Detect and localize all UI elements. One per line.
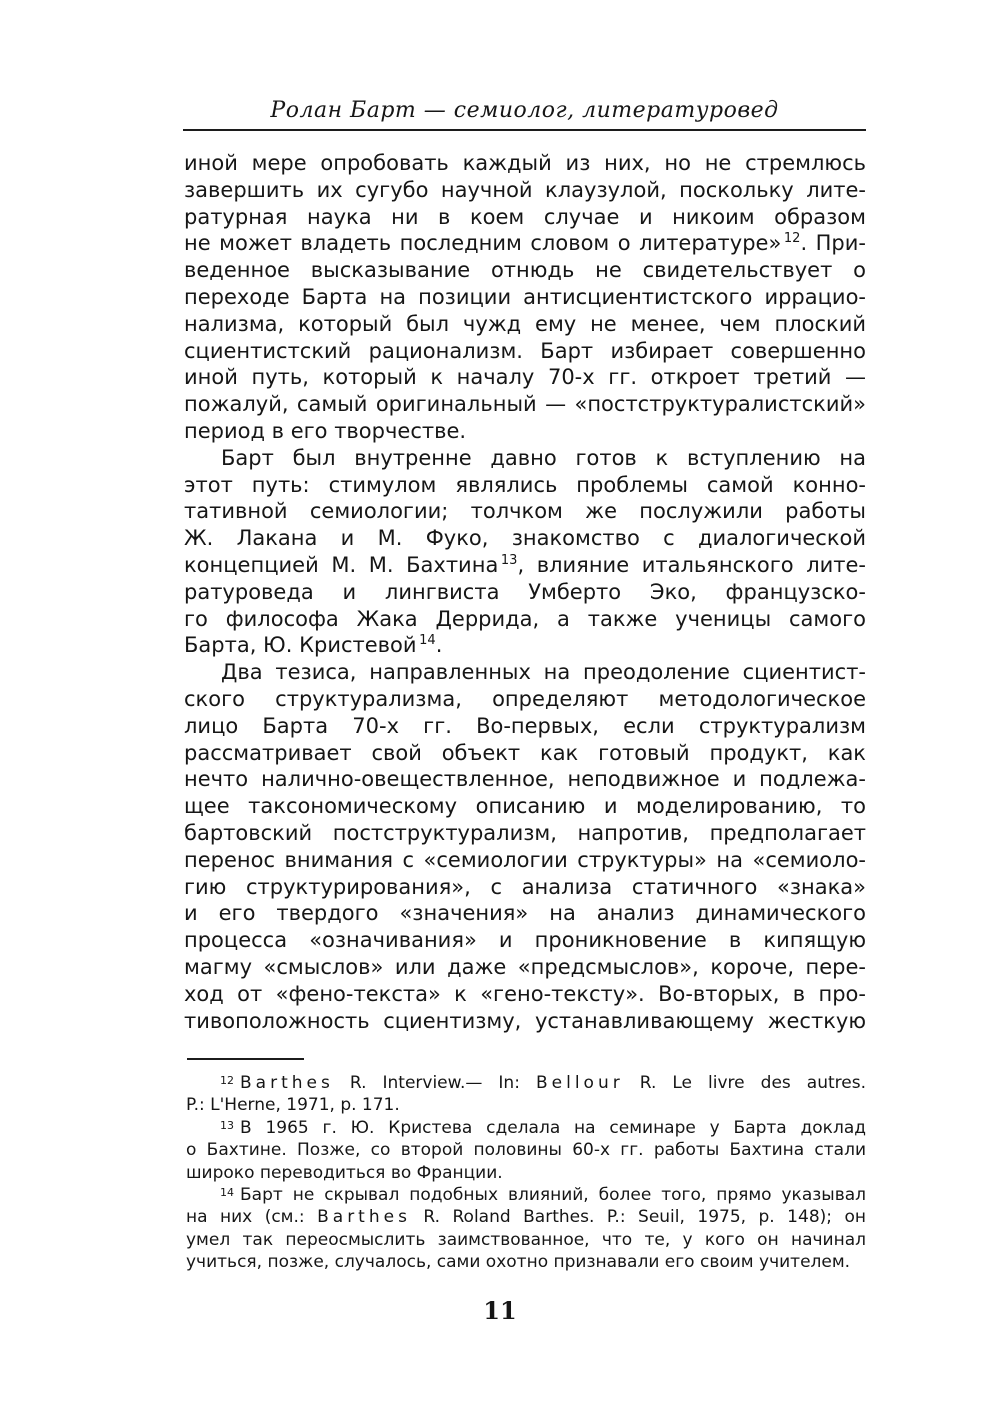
footnote-separator xyxy=(187,1058,304,1060)
text-line xyxy=(184,606,866,633)
text-line xyxy=(184,686,866,713)
text-line xyxy=(184,364,866,391)
footnote-line xyxy=(186,1094,866,1116)
text-line xyxy=(184,981,866,1008)
line-text: сциентистский рационализм. Барт избирает совершенно xyxy=(184,338,866,363)
line-text: магму «смыслов» или даже «предсмыслов», короче, пере- xyxy=(184,954,866,979)
footnote-line xyxy=(186,1229,866,1251)
text-line xyxy=(184,793,866,820)
text-line xyxy=(184,338,866,365)
text-line xyxy=(184,820,866,847)
footnote-text: учиться, позже, случалось, сами охотно признавали его своим учителем. xyxy=(186,1252,851,1273)
footnote-14 xyxy=(186,1184,866,1274)
text-line xyxy=(184,284,866,311)
line-text: переходе Барта на позиции антисциентистского иррацио- xyxy=(184,284,866,309)
footnote-line xyxy=(186,1139,866,1161)
footnote-text: R. Roland Barthes. P.: Seuil, 1975, p. 148); он xyxy=(410,1207,866,1228)
line-text: не может владеть последним словом о литературе» xyxy=(184,231,782,256)
line-text: Барт был внутренне давно готов к вступлению на xyxy=(221,445,866,470)
text-line xyxy=(184,874,866,901)
footnote-text: на них (см.: xyxy=(186,1207,318,1228)
footnote-line xyxy=(186,1206,866,1228)
text-line xyxy=(184,498,866,525)
footnote-text: R. Interview.— In: xyxy=(333,1073,536,1093)
line-text: процесса «означивания» и проникновение в кипящую xyxy=(184,928,866,953)
footnote-text: широко переводиться во Франции. xyxy=(186,1162,503,1183)
text-line xyxy=(184,391,866,418)
footnote-text: P.: L'Herne, 1971, p. 171. xyxy=(186,1095,400,1116)
line-text: ского структурализма, определяют методологическое xyxy=(184,686,866,711)
footnote-text: о Бахтине. Позже, со второй половины 60-х гг. работы Бахтина стали xyxy=(186,1140,866,1161)
text-line xyxy=(184,230,866,257)
line-text: этот путь: стимулом являлись проблемы самой конно- xyxy=(184,472,866,497)
line-text-tail: . xyxy=(435,633,443,658)
line-text: Ж. Лакана и М. Фуко, знакомство с диалогической xyxy=(184,526,866,551)
line-text: щее таксономическому описанию и моделированию, то xyxy=(184,794,866,819)
line-text: период в его творчестве. xyxy=(184,418,467,443)
text-line xyxy=(184,766,866,793)
footnote-text: В 1965 г. Ю. Кристева сделала на семинаре у Барта доклад xyxy=(240,1117,866,1138)
footnote-reference[interactable]: 14 xyxy=(416,633,436,649)
author-name: Barthes xyxy=(317,1207,411,1228)
line-text: ратуроведа и лингвиста Умберто Эко, французско- xyxy=(184,579,866,604)
text-line xyxy=(184,525,866,552)
text-line xyxy=(184,927,866,954)
footnote-number: 12 xyxy=(220,1074,234,1087)
line-text: го философа Жака Деррида, а также ученицы самого xyxy=(184,606,866,631)
footnote-text: Барт не скрывал подобных влияний, более того, прямо указывал xyxy=(240,1184,866,1205)
body-text xyxy=(184,150,866,1034)
line-text: тативной семиологии; толчком же послужили работы xyxy=(184,499,866,524)
line-text: Барта, Ю. Кристевой xyxy=(184,633,417,658)
text-line xyxy=(184,311,866,338)
text-line xyxy=(184,177,866,204)
line-text: рассматривает свой объект как готовый продукт, как xyxy=(184,740,866,765)
line-text: Два тезиса, направленных на преодоление сциентист- xyxy=(221,660,866,685)
text-line xyxy=(184,472,866,499)
footnote-reference[interactable]: 13 xyxy=(498,552,518,568)
line-text: ратурная наука ни в коем случае и никоим образом xyxy=(184,204,866,229)
line-text: веденное высказывание отнюдь не свидетельствует о xyxy=(184,258,866,283)
text-line xyxy=(184,1008,866,1035)
footnotes xyxy=(186,1072,866,1274)
footnote-reference[interactable]: 12 xyxy=(781,231,801,247)
page-number: 11 xyxy=(483,1296,517,1325)
footnote-line xyxy=(186,1117,866,1139)
footnote-12 xyxy=(186,1072,866,1117)
footnote-line xyxy=(186,1251,866,1273)
footnote-line xyxy=(186,1162,866,1184)
footnote-line xyxy=(186,1184,866,1206)
text-line xyxy=(184,713,866,740)
text-line xyxy=(184,659,866,686)
running-head: Ролан Барт — семиолог, литературовед xyxy=(270,98,779,123)
line-text: пожалуй, самый оригинальный — «постструктуралистский» xyxy=(184,392,866,417)
text-line xyxy=(184,204,866,231)
text-line xyxy=(184,445,866,472)
text-line xyxy=(184,954,866,981)
text-line xyxy=(184,900,866,927)
line-text-tail: . При- xyxy=(800,231,866,256)
line-text: иной мере опробовать каждый из них, но не стремлюсь xyxy=(184,151,866,175)
line-text: гию структурирования», с анализа статичного «знака» xyxy=(184,874,866,899)
text-line xyxy=(184,847,866,874)
text-line xyxy=(184,632,866,659)
footnote-number: 14 xyxy=(220,1185,234,1199)
line-text-tail: , влияние итальянского лите- xyxy=(517,552,867,577)
line-text: нализма, который был чужд ему не менее, чем плоский xyxy=(184,311,866,336)
line-text: и его твердого «значения» на анализ динамического xyxy=(184,901,866,926)
text-line xyxy=(184,418,866,445)
text-line xyxy=(184,257,866,284)
line-text: нечто налично-овеществленное, неподвижное и подлежа- xyxy=(184,767,866,792)
text-line xyxy=(184,740,866,767)
footnote-text: R. Le livre des autres. xyxy=(623,1073,866,1093)
line-text: лицо Барта 70-х гг. Во-первых, если структурализм xyxy=(184,713,866,738)
line-text: ход от «фено-текста» к «гено-тексту». Во-вторых, в про- xyxy=(184,981,866,1006)
author-name: Barthes xyxy=(240,1073,334,1093)
line-text: концепцией М. М. Бахтина xyxy=(184,552,499,577)
line-text: перенос внимания с «семиологии структуры» на «семиоло- xyxy=(184,847,866,872)
line-text: бартовский постструктурализм, напротив, предполагает xyxy=(184,820,866,845)
footnote-line xyxy=(186,1072,866,1094)
line-text: завершить их сугубо научной клаузулой, поскольку лите- xyxy=(184,177,866,202)
header-rule xyxy=(183,129,866,131)
author-name: Bellour xyxy=(535,1073,624,1093)
text-line xyxy=(184,552,866,579)
footnote-text: умел так переосмыслить заимствованное, что те, у кого он начинал xyxy=(186,1229,866,1250)
line-text: тивоположность сциентизму, устанавливающему жесткую xyxy=(184,1008,866,1033)
line-text: иной путь, который к началу 70-х гг. откроет третий — xyxy=(184,365,866,390)
footnote-13 xyxy=(186,1117,866,1184)
footnote-number: 13 xyxy=(220,1118,234,1132)
text-line xyxy=(184,150,866,177)
text-line xyxy=(184,579,866,606)
